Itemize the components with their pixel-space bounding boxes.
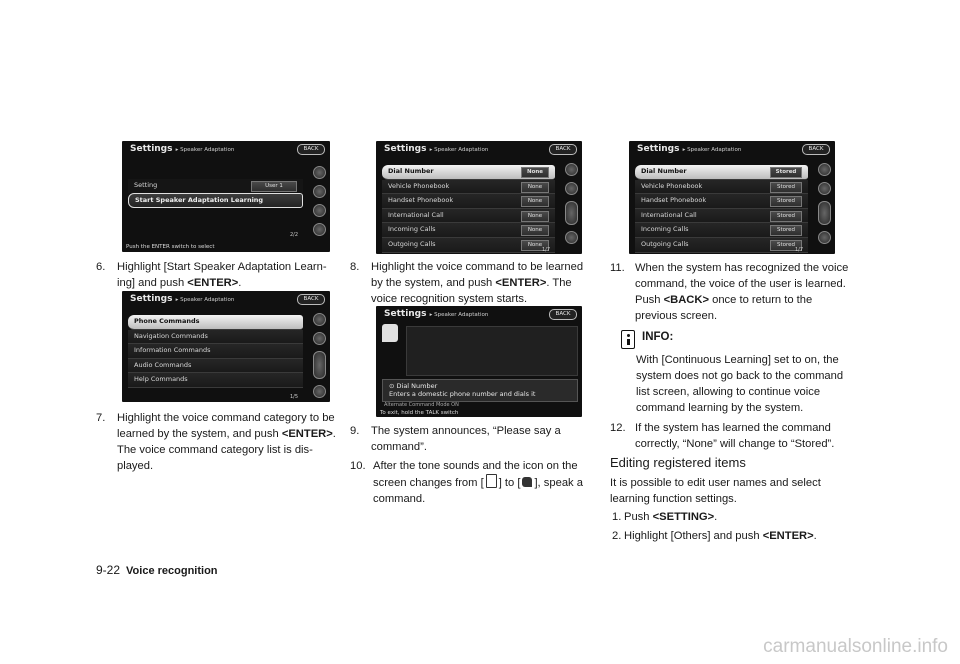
step-11: 11. When the system has recognized the voice command, the voice of the user is learned. Push <BACK> once to return to the previous screen. — [610, 262, 849, 322]
section-heading: Editing registered items — [610, 455, 746, 470]
info-icon — [621, 330, 635, 349]
menu-row-dial-number[interactable]: Dial Number None — [382, 165, 555, 180]
user-value: User 1 — [251, 181, 297, 192]
side-button-icon[interactable] — [818, 201, 831, 225]
step-6: 6. Highlight [Start Speaker Adaptation Learn- ing] and push <ENTER>. — [96, 261, 327, 289]
menu-row-handset-phonebook[interactable]: Handset Phonebook Stored — [635, 194, 808, 209]
page-footer — [96, 563, 218, 577]
step-number: 6. — [96, 261, 106, 273]
menu-row-vehicle-phonebook[interactable]: Vehicle Phonebook None — [382, 180, 555, 195]
screen-title: Settings — [384, 144, 427, 154]
status-value: None — [521, 196, 549, 207]
menu-row-help-commands[interactable]: Help Commands — [128, 373, 303, 388]
screen-subtitle: ▸ Speaker Adaptation — [175, 297, 235, 303]
side-button-icon[interactable] — [313, 185, 326, 198]
screen-title: Settings — [130, 144, 173, 154]
speak-icon — [522, 477, 532, 487]
status-value: Stored — [770, 240, 802, 251]
menu-row-incoming-calls[interactable]: Incoming Calls Stored — [635, 223, 808, 238]
page-indicator: 1/7 — [794, 247, 803, 253]
scroll-down-icon[interactable] — [565, 231, 578, 244]
screen-footer: To exit, hold the TALK switch — [380, 410, 459, 416]
screen-subtitle: ▸ Speaker Adaptation — [429, 312, 489, 318]
menu-row-incoming-calls[interactable]: Incoming Calls None — [382, 223, 555, 238]
menu-list — [635, 165, 808, 253]
step-12: 12. If the system has learned the command correctly, “None” will change to “Stored”. — [610, 422, 835, 450]
status-value: Stored — [770, 225, 802, 236]
screen-subtitle: ▸ Speaker Adaptation — [175, 147, 235, 153]
scroll-down-icon[interactable] — [818, 231, 831, 244]
section-name: Voice recognition — [126, 565, 218, 577]
status-value: None — [521, 211, 549, 222]
screen-voice-prompt — [376, 306, 582, 417]
back-button[interactable]: BACK — [549, 309, 577, 320]
page-indicator: 2/2 — [289, 232, 298, 238]
page-indicator: 1/7 — [541, 247, 550, 253]
side-button-icon[interactable] — [565, 201, 578, 225]
screen-voice-command-list — [376, 141, 582, 254]
mode-status: Alternate Command Mode ON — [384, 402, 459, 408]
side-button-icon[interactable] — [565, 163, 578, 176]
screen-title: Settings — [384, 309, 427, 319]
screen-voice-command-list-stored — [629, 141, 835, 254]
menu-row-audio-commands[interactable]: Audio Commands — [128, 359, 303, 374]
step-number: 9. — [350, 425, 360, 437]
status-value: None — [521, 182, 549, 193]
step-number: 12. — [610, 422, 626, 434]
menu-row-setting[interactable] — [128, 179, 303, 193]
screen-speaker-adaptation-setting — [122, 141, 330, 252]
page-indicator: 1/5 — [289, 394, 298, 400]
menu-row-outgoing-calls[interactable]: Outgoing Calls Stored — [635, 238, 808, 253]
status-value: Stored — [770, 182, 802, 193]
step-8: 8. Highlight the voice command to be learned by the system, and push <ENTER>. The voice recognition system starts. — [350, 261, 584, 305]
back-button[interactable]: BACK — [297, 294, 325, 305]
side-buttons — [313, 166, 325, 242]
standby-icon — [486, 474, 497, 488]
side-buttons — [565, 163, 577, 250]
status-value: Stored — [770, 196, 802, 207]
screen-title: Settings — [130, 294, 173, 304]
menu-row-international-call[interactable]: International Call None — [382, 209, 555, 224]
side-buttons — [818, 163, 830, 250]
screen-command-category-list — [122, 291, 330, 402]
menu-list — [128, 179, 303, 208]
menu-row-phone-commands[interactable]: Phone Commands — [128, 315, 303, 330]
section-intro: It is possible to edit user names and select learning function settings. — [610, 477, 821, 505]
status-value: Stored — [770, 167, 802, 178]
scroll-up-icon[interactable] — [818, 182, 831, 195]
edit-step-2: 2. Highlight [Others] and push <ENTER>. — [612, 530, 817, 542]
screen-subtitle: ▸ Speaker Adaptation — [682, 147, 742, 153]
side-buttons — [313, 313, 325, 402]
menu-row-information-commands[interactable]: Information Commands — [128, 344, 303, 359]
step-number: 1. — [612, 511, 622, 523]
menu-row-outgoing-calls[interactable]: Outgoing Calls None — [382, 238, 555, 253]
screen-footer: Push the ENTER switch to select — [126, 244, 215, 250]
info-label: INFO: — [642, 331, 674, 343]
status-value: None — [521, 240, 549, 251]
screen-title: Settings — [637, 144, 680, 154]
watermark: carmanualsonline.info — [763, 636, 948, 657]
back-button[interactable]: BACK — [549, 144, 577, 155]
menu-row-start-learning[interactable] — [128, 193, 303, 209]
side-button-icon[interactable] — [313, 332, 326, 345]
step-number: 2. — [612, 530, 622, 542]
screen-subtitle: ▸ Speaker Adaptation — [429, 147, 489, 153]
speak-icon — [382, 324, 398, 342]
status-value: None — [521, 225, 549, 236]
edit-step-1: 1. Push <SETTING>. — [612, 511, 718, 523]
command-prompt-box: ⊙ Dial Number Enters a domestic phone number and dials it — [382, 379, 578, 402]
step-number: 11. — [610, 262, 625, 274]
back-button[interactable]: BACK — [297, 144, 325, 155]
voice-display-area — [406, 326, 578, 376]
menu-row-international-call[interactable]: International Call Stored — [635, 209, 808, 224]
menu-row-navigation-commands[interactable]: Navigation Commands — [128, 330, 303, 345]
menu-row-label: Start Speaker Adaptation Learning — [135, 195, 264, 204]
side-button-icon[interactable] — [313, 351, 326, 379]
step-number: 7. — [96, 412, 106, 424]
info-text: With [Continuous Learning] set to on, the system does not go back to the command list screen, allowing to continue voice command learning by the system. — [636, 354, 844, 414]
scroll-down-icon[interactable] — [313, 223, 326, 236]
side-button-icon[interactable] — [313, 204, 326, 217]
command-name: Dial Number — [396, 382, 438, 390]
step-number: 10. — [350, 460, 366, 472]
menu-row-vehicle-phonebook[interactable]: Vehicle Phonebook Stored — [635, 180, 808, 195]
back-button[interactable]: BACK — [802, 144, 830, 155]
step-9: 9. The system announces, “Please say a command”. — [350, 425, 561, 453]
command-description: Enters a domestic phone number and dials it — [389, 390, 536, 398]
scroll-up-icon[interactable] — [565, 182, 578, 195]
side-button-icon[interactable] — [313, 313, 326, 326]
step-10: 10. After the tone sounds and the icon on the screen changes from [ ] to [ ], speak a command. — [350, 460, 583, 505]
status-value: Stored — [770, 211, 802, 222]
menu-list — [128, 315, 303, 388]
status-value: None — [521, 167, 549, 178]
scroll-down-icon[interactable] — [313, 385, 326, 398]
page-number: 9-22 — [96, 563, 121, 577]
menu-list — [382, 165, 555, 253]
scroll-up-icon[interactable] — [313, 166, 326, 179]
menu-row-dial-number[interactable]: Dial Number Stored — [635, 165, 808, 180]
menu-row-handset-phonebook[interactable]: Handset Phonebook None — [382, 194, 555, 209]
menu-row-label: Setting — [134, 181, 158, 189]
step-7: 7. Highlight the voice command category to be learned by the system, and push <ENTER>. The voice command category list is dis- played. — [96, 412, 336, 472]
step-number: 8. — [350, 261, 360, 273]
side-button-icon[interactable] — [818, 163, 831, 176]
